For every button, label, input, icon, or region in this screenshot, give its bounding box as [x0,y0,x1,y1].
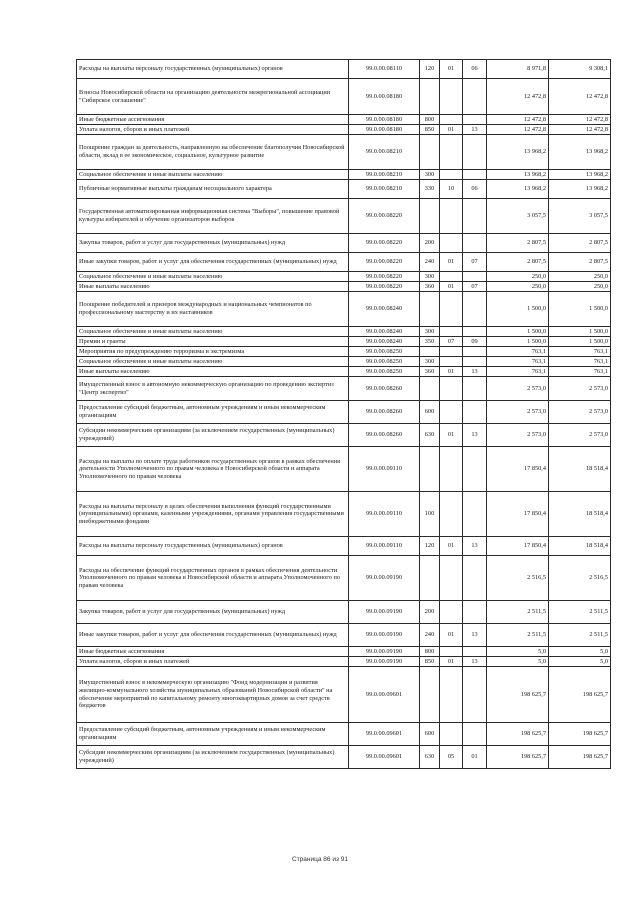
table-row [77,556,611,601]
amount-year1-cell: 17 850,4 [487,492,549,537]
section-cell [440,647,463,657]
amount-year1-cell: 8 971,8 [487,60,549,79]
amount-year2-cell: 5,0 [549,657,611,667]
section-cell [440,377,463,401]
table-row [77,367,611,377]
target-code-cell: 99.0.00.09601 [349,723,420,746]
row-name-cell: Иные выплаты населению [77,367,349,377]
amount-year2-cell: 198 625,7 [549,723,611,746]
row-name-cell: Взносы Новосибирской области на организацию деятельности межрегиональной ассоциации "Сибирское соглашение" [77,79,349,115]
amount-year1-cell: 2 516,5 [487,556,549,601]
section-cell [440,234,463,253]
expense-type-cell: 600 [420,401,440,424]
table-row [77,199,611,234]
subsection-cell: 13 [463,624,487,647]
table-row [77,601,611,624]
subsection-cell [463,601,487,624]
amount-year1-cell: 2 807,5 [487,234,549,253]
amount-year1-cell: 763,1 [487,347,549,357]
row-name-cell: Имущественный взнос в автономную некоммерческую организацию по проведению экспертиз "Центр экспертиз" [77,377,349,401]
section-cell [440,292,463,327]
table-row [77,537,611,556]
target-code-cell: 99.0.00.08210 [349,180,420,199]
subsection-cell [463,347,487,357]
expense-type-cell [420,377,440,401]
row-name-cell: Мероприятия по предупреждению терроризма и экстремизма [77,347,349,357]
target-code-cell: 99.0.00.08250 [349,367,420,377]
amount-year1-cell: 12 472,8 [487,125,549,135]
section-cell [440,272,463,282]
target-code-cell: 99.0.00.09110 [349,447,420,492]
table-row [77,292,611,327]
amount-year1-cell: 2 511,5 [487,601,549,624]
target-code-cell: 99.0.00.08250 [349,357,420,367]
table-row [77,377,611,401]
target-code-cell: 99.0.00.08210 [349,135,420,170]
amount-year2-cell: 3 057,5 [549,199,611,234]
table-row [77,492,611,537]
row-name-cell: Публичные нормативные выплаты гражданам несоциального характера [77,180,349,199]
section-cell [440,79,463,115]
row-name-cell: Социальное обеспечение и иные выплаты населению [77,170,349,180]
amount-year2-cell: 2 511,5 [549,624,611,647]
amount-year1-cell: 250,0 [487,272,549,282]
target-code-cell: 99.0.00.08260 [349,377,420,401]
subsection-cell [463,447,487,492]
amount-year1-cell: 198 625,7 [487,746,549,769]
subsection-cell: 07 [463,282,487,292]
expense-type-cell [420,556,440,601]
row-name-cell: Социальное обеспечение и иные выплаты населению [77,357,349,367]
row-name-cell: Закупка товаров, работ и услуг для государственных (муниципальных) нужд [77,601,349,624]
table-row [77,60,611,79]
row-name-cell: Расходы на выплаты персоналу государственных (муниципальных) органов [77,60,349,79]
section-cell [440,723,463,746]
subsection-cell [463,292,487,327]
subsection-cell: 13 [463,424,487,447]
section-cell: 07 [440,337,463,347]
section-cell [440,401,463,424]
row-name-cell: Уплата налогов, сборов и иных платежей [77,657,349,667]
row-name-cell: Расходы на обеспечение функций государственных органов в рамках обеспечения деятельности Уполномоченного по правам человека в Новосибирской области и аппарата Уполномоченного по правам человека [77,556,349,601]
expense-type-cell: 240 [420,624,440,647]
table-row [77,272,611,282]
subsection-cell [463,135,487,170]
subsection-cell [463,723,487,746]
amount-year2-cell: 763,1 [549,367,611,377]
target-code-cell: 99.0.00.08240 [349,292,420,327]
section-cell [440,115,463,125]
amount-year1-cell: 1 500,0 [487,292,549,327]
table-row [77,357,611,367]
section-cell: 01 [440,367,463,377]
section-cell: 01 [440,282,463,292]
table-row [77,424,611,447]
subsection-cell [463,357,487,367]
amount-year2-cell: 198 625,7 [549,746,611,769]
subsection-cell [463,170,487,180]
section-cell [440,347,463,357]
target-code-cell: 99.0.00.08220 [349,282,420,292]
expense-type-cell: 350 [420,337,440,347]
target-code-cell: 99.0.00.08250 [349,347,420,357]
amount-year2-cell: 13 968,2 [549,180,611,199]
subsection-cell [463,199,487,234]
target-code-cell: 99.0.00.08220 [349,253,420,272]
expense-type-cell: 800 [420,115,440,125]
expense-type-cell: 120 [420,60,440,79]
row-name-cell: Иные закупки товаров, работ и услуг для обеспечения государственных (муниципальных) нужд [77,624,349,647]
row-name-cell: Социальное обеспечение и иные выплаты населению [77,272,349,282]
amount-year1-cell: 1 500,0 [487,327,549,337]
row-name-cell: Государственная автоматизированная информационная система "Выборы", повышение правовой культуры избирателей и обучение организаторов выборов [77,199,349,234]
section-cell: 01 [440,624,463,647]
expense-type-cell [420,135,440,170]
target-code-cell: 99.0.00.09110 [349,492,420,537]
amount-year2-cell: 2 807,5 [549,253,611,272]
table-row [77,647,611,657]
section-cell [440,135,463,170]
table-row [77,667,611,723]
section-cell: 05 [440,746,463,769]
expense-type-cell [420,292,440,327]
target-code-cell: 99.0.00.09190 [349,601,420,624]
expense-type-cell: 800 [420,647,440,657]
subsection-cell [463,234,487,253]
amount-year1-cell: 17 850,4 [487,537,549,556]
amount-year2-cell: 2 573,0 [549,401,611,424]
amount-year1-cell: 2 573,0 [487,424,549,447]
subsection-cell: 09 [463,337,487,347]
amount-year1-cell: 5,0 [487,647,549,657]
expense-type-cell: 200 [420,601,440,624]
section-cell: 10 [440,180,463,199]
amount-year1-cell: 13 968,2 [487,170,549,180]
amount-year1-cell: 12 472,8 [487,115,549,125]
section-cell: 01 [440,60,463,79]
amount-year1-cell: 2 807,5 [487,253,549,272]
expense-type-cell: 300 [420,170,440,180]
subsection-cell [463,667,487,723]
amount-year1-cell: 13 968,2 [487,135,549,170]
subsection-cell [463,79,487,115]
row-name-cell: Поощрение победителей и призеров международных и национальных чемпионатов по профессиональному мастерству и их наставников [77,292,349,327]
target-code-cell: 99.0.00.08240 [349,327,420,337]
section-cell: 01 [440,253,463,272]
section-cell [440,492,463,537]
target-code-cell: 99.0.00.08180 [349,115,420,125]
amount-year2-cell: 12 472,8 [549,79,611,115]
expense-type-cell [420,347,440,357]
amount-year1-cell: 3 057,5 [487,199,549,234]
target-code-cell: 99.0.00.08260 [349,401,420,424]
amount-year2-cell: 250,0 [549,272,611,282]
subsection-cell: 07 [463,253,487,272]
table-row [77,327,611,337]
subsection-cell [463,272,487,282]
subsection-cell [463,401,487,424]
row-name-cell: Социальное обеспечение и иные выплаты населению [77,327,349,337]
subsection-cell: 06 [463,60,487,79]
table-row [77,657,611,667]
row-name-cell: Расходы на выплаты персоналу государственных (муниципальных) органов [77,537,349,556]
amount-year2-cell: 13 968,2 [549,135,611,170]
amount-year1-cell: 2 511,5 [487,624,549,647]
amount-year2-cell: 18 518,4 [549,537,611,556]
table-row [77,282,611,292]
amount-year2-cell: 2 573,0 [549,377,611,401]
table-row [77,234,611,253]
expense-type-cell: 300 [420,272,440,282]
expense-type-cell [420,79,440,115]
table-row [77,115,611,125]
section-cell: 01 [440,125,463,135]
row-name-cell: Предоставление субсидий бюджетным, автономным учреждениям и иным некоммерческим организациям [77,723,349,746]
target-code-cell: 99.0.00.08210 [349,170,420,180]
target-code-cell: 99.0.00.08220 [349,272,420,282]
amount-year2-cell: 763,1 [549,357,611,367]
target-code-cell: 99.0.00.08240 [349,337,420,347]
section-cell [440,357,463,367]
subsection-cell [463,327,487,337]
amount-year1-cell: 1 500,0 [487,337,549,347]
table-row [77,746,611,769]
target-code-cell: 99.0.00.08220 [349,234,420,253]
section-cell [440,667,463,723]
target-code-cell: 99.0.00.08220 [349,199,420,234]
table-row [77,79,611,115]
expense-type-cell: 850 [420,657,440,667]
expense-type-cell: 630 [420,424,440,447]
section-cell: 01 [440,424,463,447]
expense-type-cell: 360 [420,282,440,292]
amount-year2-cell: 198 625,7 [549,667,611,723]
subsection-cell: 13 [463,657,487,667]
expense-type-cell: 850 [420,125,440,135]
expense-type-cell: 200 [420,234,440,253]
expense-type-cell: 600 [420,723,440,746]
target-code-cell: 99.0.00.08110 [349,60,420,79]
amount-year2-cell: 250,0 [549,282,611,292]
table-row [77,401,611,424]
amount-year2-cell: 5,0 [549,647,611,657]
amount-year2-cell: 2 573,0 [549,424,611,447]
section-cell [440,447,463,492]
amount-year2-cell: 12 472,8 [549,125,611,135]
target-code-cell: 99.0.00.08180 [349,79,420,115]
amount-year1-cell: 198 625,7 [487,723,549,746]
table-row [77,723,611,746]
subsection-cell [463,647,487,657]
section-cell [440,199,463,234]
expense-type-cell: 100 [420,492,440,537]
row-name-cell: Премии и гранты [77,337,349,347]
row-name-cell: Субсидии некоммерческим организациям (за исключением государственных (муниципальных) учреждений) [77,746,349,769]
section-cell: 01 [440,657,463,667]
amount-year1-cell: 198 625,7 [487,667,549,723]
amount-year2-cell: 1 500,0 [549,327,611,337]
amount-year1-cell: 763,1 [487,367,549,377]
row-name-cell: Иные закупки товаров, работ и услуг для обеспечения государственных (муниципальных) нужд [77,253,349,272]
target-code-cell: 99.0.00.09190 [349,647,420,657]
subsection-cell: 13 [463,537,487,556]
row-name-cell: Субсидии некоммерческим организациям (за исключением государственных (муниципальных) учреждений) [77,424,349,447]
expense-type-cell: 360 [420,367,440,377]
row-name-cell: Иные бюджетные ассигнования [77,115,349,125]
target-code-cell: 99.0.00.09110 [349,537,420,556]
subsection-cell [463,377,487,401]
target-code-cell: 99.0.00.09601 [349,667,420,723]
target-code-cell: 99.0.00.09190 [349,624,420,647]
amount-year1-cell: 13 968,2 [487,180,549,199]
section-cell [440,170,463,180]
target-code-cell: 99.0.00.08180 [349,125,420,135]
amount-year1-cell: 2 573,0 [487,401,549,424]
table-row [77,170,611,180]
row-name-cell: Расходы на выплаты по оплате труда работников государственных органов в рамках обеспечения деятельности Уполномоченного по правам человека в Новосибирской области и аппарата Уполномоченного по правам человека [77,447,349,492]
subsection-cell: 13 [463,125,487,135]
amount-year2-cell: 1 500,0 [549,337,611,347]
amount-year1-cell: 17 850,4 [487,447,549,492]
table-row [77,347,611,357]
amount-year2-cell: 1 500,0 [549,292,611,327]
amount-year1-cell: 5,0 [487,657,549,667]
table-row [77,447,611,492]
target-code-cell: 99.0.00.09190 [349,657,420,667]
page-number: Страница 86 из 91 [292,856,348,863]
row-name-cell: Предоставление субсидий бюджетным, автономным учреждениям и иным некоммерческим организациям [77,401,349,424]
amount-year1-cell: 2 573,0 [487,377,549,401]
subsection-cell [463,492,487,537]
target-code-cell: 99.0.00.09190 [349,556,420,601]
expense-type-cell [420,667,440,723]
row-name-cell: Уплата налогов, сборов и иных платежей [77,125,349,135]
amount-year2-cell: 13 968,2 [549,170,611,180]
amount-year2-cell: 18 518,4 [549,447,611,492]
table-row [77,337,611,347]
subsection-cell: 01 [463,746,487,769]
target-code-cell: 99.0.00.08260 [349,424,420,447]
subsection-cell: 06 [463,180,487,199]
budget-table [76,59,611,769]
expense-type-cell: 330 [420,180,440,199]
row-name-cell: Иные выплаты населению [77,282,349,292]
expense-type-cell: 630 [420,746,440,769]
row-name-cell: Иные бюджетные ассигнования [77,647,349,657]
table-row [77,180,611,199]
amount-year2-cell: 18 518,4 [549,492,611,537]
amount-year2-cell: 2 511,5 [549,601,611,624]
table-row [77,624,611,647]
expense-type-cell [420,199,440,234]
row-name-cell: Поощрение граждан за деятельность, направленную на обеспечение благополучия Новосибирской области, вклад в ее экономическое, социальное, культурное развитие [77,135,349,170]
amount-year1-cell: 250,0 [487,282,549,292]
amount-year1-cell: 763,1 [487,357,549,367]
expense-type-cell: 300 [420,327,440,337]
amount-year2-cell: 2 807,5 [549,234,611,253]
section-cell [440,327,463,337]
amount-year2-cell: 12 472,8 [549,115,611,125]
subsection-cell: 13 [463,367,487,377]
target-code-cell: 99.0.00.09601 [349,746,420,769]
row-name-cell: Имущественный взнос в некоммерческую организацию "Фонд модернизации и развития жилищно-коммунального хозяйства муниципальных образований Новосибирской области" на обеспечение мероприятий по капитальному ремонту многоквартирных домов за счет средств бюджетов [77,667,349,723]
table-body [77,60,611,769]
amount-year1-cell: 12 472,8 [487,79,549,115]
subsection-cell [463,115,487,125]
expense-type-cell: 120 [420,537,440,556]
amount-year2-cell: 9 308,1 [549,60,611,79]
amount-year2-cell: 2 516,5 [549,556,611,601]
amount-year2-cell: 763,1 [549,347,611,357]
subsection-cell [463,556,487,601]
section-cell [440,601,463,624]
expense-type-cell: 240 [420,253,440,272]
expense-type-cell: 300 [420,357,440,367]
row-name-cell: Закупка товаров, работ и услуг для государственных (муниципальных) нужд [77,234,349,253]
section-cell [440,556,463,601]
table-row [77,253,611,272]
table-row [77,125,611,135]
section-cell: 01 [440,537,463,556]
row-name-cell: Расходы на выплаты персоналу в целях обеспечения выполнения функций государственными (муниципальными) органами, казенными учреждениями, органами управления государственными внебюджетными фондами [77,492,349,537]
expense-type-cell [420,447,440,492]
table-row [77,135,611,170]
